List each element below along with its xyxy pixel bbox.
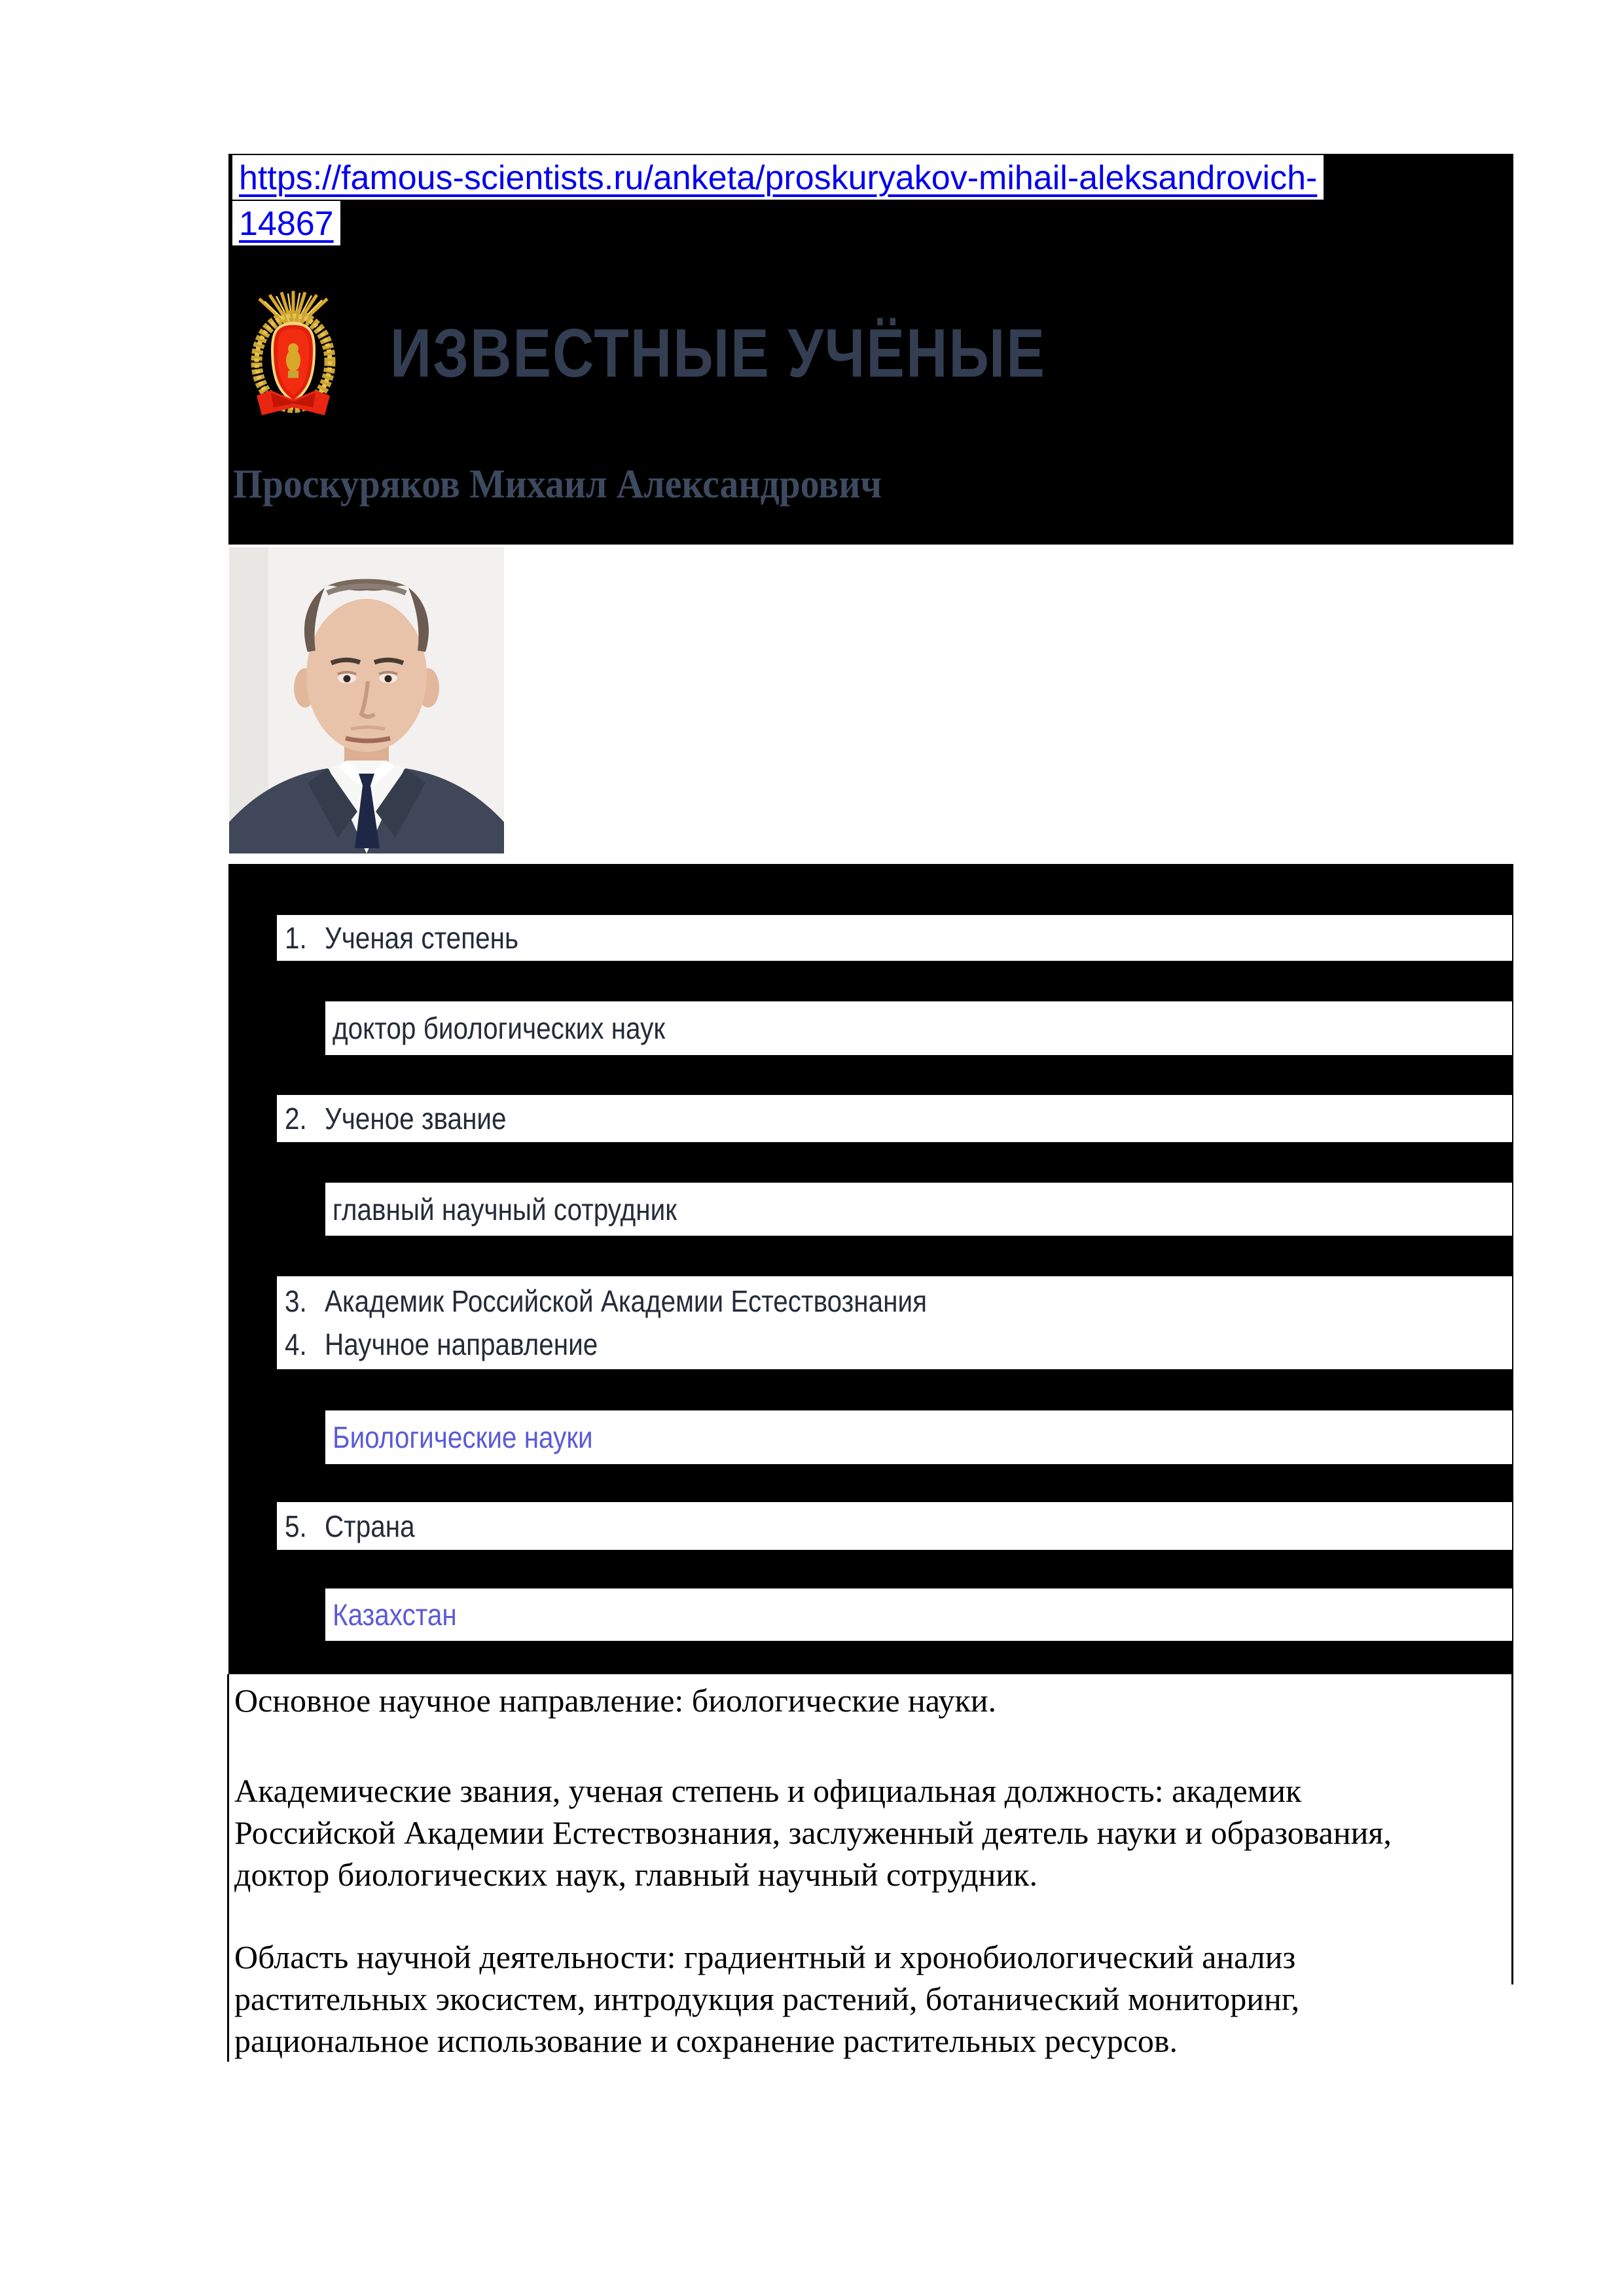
description-text xyxy=(234,1679,1439,2062)
field-value-link-biology[interactable]: Биологические науки xyxy=(333,1420,593,1454)
field-label-text: Академик Российской Академии Естествознания xyxy=(325,1284,927,1319)
source-url-link-continued[interactable]: 14867 xyxy=(239,205,334,243)
field-label-text: Научное направление xyxy=(325,1327,598,1361)
field-number: 2. xyxy=(285,1102,307,1136)
field-label-degree xyxy=(277,915,1512,961)
table-cell-right-border xyxy=(1511,1674,1513,1984)
field-value-country xyxy=(325,1588,1512,1641)
field-number: 3. xyxy=(285,1284,307,1319)
field-label-academician-and-direction xyxy=(277,1276,1512,1369)
paragraph-research-area: Область научной деятельности: градиентный и хронобиологический анализ растительных экосистем, интродукция растений, ботанический мониторинг, рациональное использование и сохранение растительных ресурсов. xyxy=(234,1939,1300,2059)
field-value-text: главный научный сотрудник xyxy=(333,1192,677,1227)
field-label-direction xyxy=(277,1327,1512,1362)
field-label-academician xyxy=(277,1283,1512,1319)
photo-row xyxy=(228,545,1513,864)
source-url-line-2 xyxy=(232,201,340,245)
field-number: 5. xyxy=(285,1509,307,1543)
field-label-text: Ученая степень xyxy=(325,921,519,955)
source-url-line-1 xyxy=(232,155,1324,200)
table-cell-left-border xyxy=(227,1674,229,2062)
field-label-country xyxy=(277,1502,1512,1550)
source-url-link[interactable]: https://famous-scientists.ru/anketa/proskuryakov-mihail-aleksandrovich- xyxy=(239,159,1318,197)
field-value-link-kazakhstan[interactable]: Казахстан xyxy=(333,1598,457,1632)
field-label-text: Страна xyxy=(325,1509,415,1543)
field-value-degree xyxy=(325,1001,1512,1055)
scientist-name: Проскуряков Михаил Александрович xyxy=(233,462,882,507)
field-value-text: доктор биологических наук xyxy=(333,1011,666,1045)
field-value-title xyxy=(325,1183,1512,1236)
paragraph-main-direction: Основное научное направление: биологические науки. xyxy=(234,1682,997,1719)
scientist-portrait-photo xyxy=(229,547,504,853)
owl-crest-logo-icon xyxy=(247,289,339,418)
paragraph-academic-titles: Академические звания, ученая степень и официальная должность: академик Российской Академии Естествознания, заслуженный деятель науки и образования, доктор биологических наук, главный научный сотрудник. xyxy=(234,1772,1392,1893)
field-number: 4. xyxy=(285,1327,307,1361)
field-number: 1. xyxy=(285,921,307,955)
field-label-title xyxy=(277,1095,1512,1142)
field-label-text: Ученое звание xyxy=(325,1102,507,1136)
content-block xyxy=(228,154,1513,1674)
site-header xyxy=(247,289,1046,418)
field-value-direction xyxy=(325,1410,1512,1464)
site-title: ИЗВЕСТНЫЕ УЧЁНЫЕ xyxy=(390,314,1046,391)
